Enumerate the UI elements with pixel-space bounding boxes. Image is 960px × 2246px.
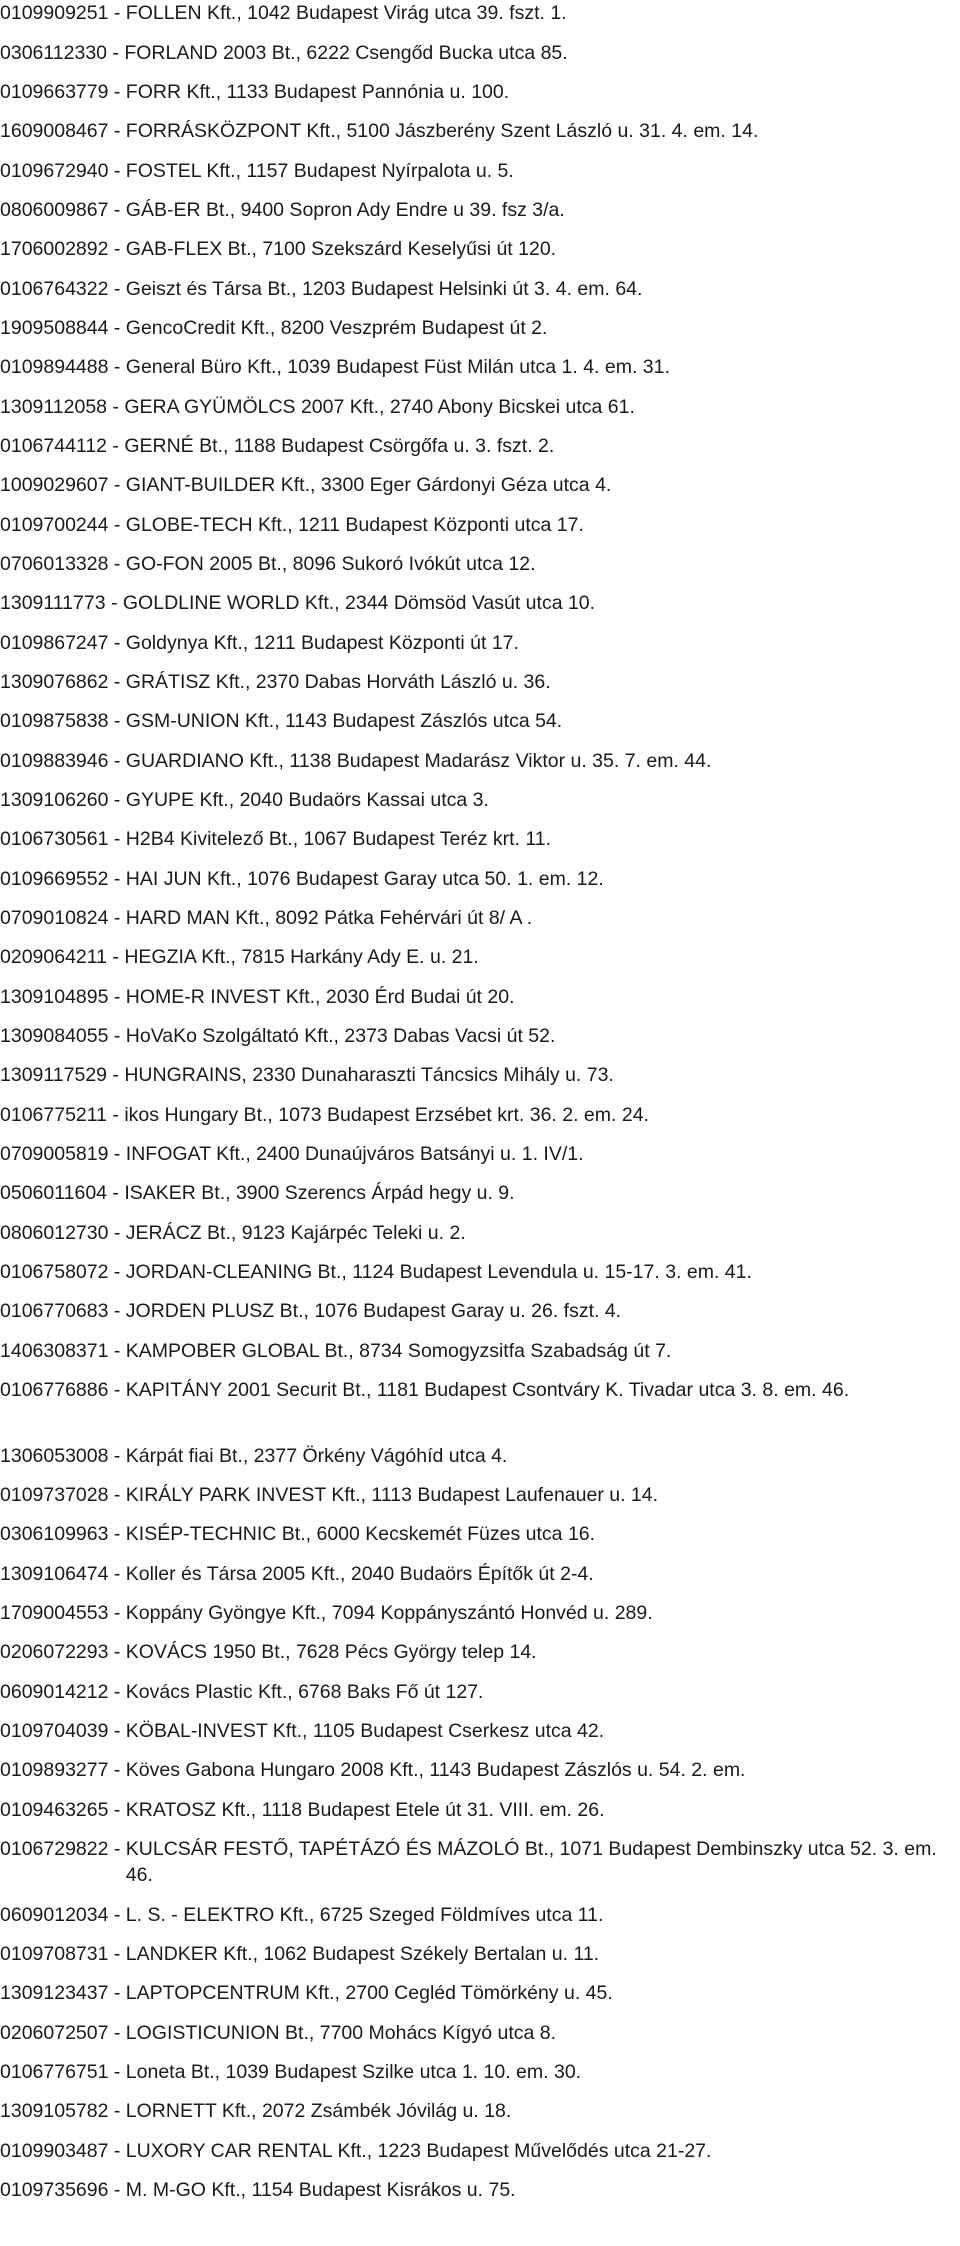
registration-number: 0106729822 - [0, 1838, 126, 1860]
registration-number: 0109700244 - [0, 514, 126, 536]
list-item [0, 1718, 958, 1744]
company-details: GIANT-BUILDER Kft., 3300 Eger Gárdonyi Géza utca 4. [125, 474, 612, 496]
registration-number: 1609008467 - [0, 120, 126, 142]
registration-number: 1309105782 - [0, 2100, 126, 2122]
list-item [0, 315, 958, 341]
company-details: GAB-FLEX Bt., 7100 Szekszárd Keselyűsi út 120. [125, 238, 557, 260]
registration-number: 0806009867 - [0, 199, 126, 221]
registration-number: 0106776751 - [0, 2061, 126, 2083]
registration-number: 0506011604 - [0, 1182, 125, 1204]
registration-number: 1309111773 - [0, 592, 123, 614]
registration-number: 0609014212 - [0, 1681, 126, 1703]
registration-number: 0109737028 - [0, 1484, 126, 1506]
list-item [0, 1180, 958, 1206]
list-item [0, 708, 958, 734]
registration-number: 1309104895 - [0, 986, 126, 1008]
list-item [0, 1443, 958, 1469]
registration-number: 1406308371 - [0, 1340, 126, 1362]
list-item [0, 944, 958, 970]
company-details: Köves Gabona Hungaro 2008 Kft., 1143 Budapest Zászlós u. 54. 2. em. [125, 1759, 746, 1781]
registration-number: 0109663779 - [0, 81, 126, 103]
list-item [0, 394, 958, 420]
registration-number: 0306109963 - [0, 1523, 126, 1545]
list-item [0, 866, 958, 892]
registration-number: 0109735696 - [0, 2179, 126, 2201]
company-details: Loneta Bt., 1039 Budapest Szilke utca 1. 10. em. 30. [125, 2061, 582, 2083]
company-details: JORDAN-CLEANING Bt., 1124 Budapest Levendula u. 15-17. 3. em. 41. [125, 1261, 752, 1283]
list-item [0, 1259, 958, 1285]
company-details: GencoCredit Kft., 8200 Veszprém Budapest út 2. [125, 317, 548, 339]
list-item [0, 1338, 958, 1364]
list-item [0, 79, 958, 105]
company-details: LANDKER Kft., 1062 Budapest Székely Bertalan u. 11. [125, 1943, 600, 1965]
list-item [0, 630, 958, 656]
registration-number: 0109903487 - [0, 2140, 126, 2162]
company-details: Koppány Gyöngye Kft., 7094 Koppányszántó Honvéd u. 289. [125, 1602, 653, 1624]
list-item [0, 0, 958, 26]
registration-number: 0709010824 - [0, 907, 126, 929]
list-item [0, 236, 958, 262]
list-item [0, 1797, 958, 1823]
registration-number: 1309076862 - [0, 671, 126, 693]
list-item [0, 1062, 958, 1088]
list-item [0, 197, 958, 223]
list-item [0, 472, 958, 498]
registration-number: 0109894488 - [0, 356, 126, 378]
registration-number: 1706002892 - [0, 238, 126, 260]
list-item [0, 826, 958, 852]
registration-number: 0109909251 - [0, 2, 126, 24]
company-details: FORLAND 2003 Bt., 6222 Csengőd Bucka utca 85. [124, 42, 568, 64]
registration-number: 0609012034 - [0, 1904, 126, 1926]
company-details: JERÁCZ Bt., 9123 Kajárpéc Teleki u. 2. [125, 1222, 466, 1244]
company-details: GRÁTISZ Kft., 2370 Dabas Horváth László u. 36. [125, 671, 551, 693]
list-item [0, 551, 958, 577]
list-item [0, 433, 958, 459]
registration-number: 0709005819 - [0, 1143, 126, 1165]
list-item [0, 276, 958, 302]
list-item [0, 1377, 958, 1403]
company-details: GLOBE-TECH Kft., 1211 Budapest Központi utca 17. [125, 514, 584, 536]
list-item [0, 512, 958, 538]
company-details: FORRÁSKÖZPONT Kft., 5100 Jászberény Szent László u. 31. 4. em. 14. [125, 120, 759, 142]
registration-number: 0106758072 - [0, 1261, 126, 1283]
registration-number: 0106744112 - [0, 435, 125, 457]
list-item [0, 2020, 958, 2046]
list-item [0, 1023, 958, 1049]
company-details: Koller és Társa 2005 Kft., 2040 Budaörs Építők út 2-4. [125, 1563, 594, 1585]
registration-number: 0306112330 - [0, 42, 125, 64]
company-details: HEGZIA Kft., 7815 Harkány Ady E. u. 21. [124, 946, 479, 968]
company-details: LORNETT Kft., 2072 Zsámbék Jóvilág u. 18. [125, 2100, 512, 2122]
list-item [0, 1679, 958, 1705]
company-details: GUARDIANO Kft., 1138 Budapest Madarász Viktor u. 35. 7. em. 44. [125, 750, 712, 772]
registration-number: 0806012730 - [0, 1222, 126, 1244]
company-details: INFOGAT Kft., 2400 Dunaújváros Batsányi u. 1. IV/1. [125, 1143, 584, 1165]
company-details: GOLDLINE WORLD Kft., 2344 Dömsöd Vasút utca 10. [122, 592, 596, 614]
company-details: FOSTEL Kft., 1157 Budapest Nyírpalota u. 5. [125, 160, 514, 182]
list-item [0, 40, 958, 66]
company-details: M. M-GO Kft., 1154 Budapest Kisrákos u. 75. [125, 2179, 516, 2201]
company-details: LOGISTICUNION Bt., 7700 Mohács Kígyó utca 8. [125, 2022, 557, 2044]
registration-number: 0109672940 - [0, 160, 126, 182]
registration-number: 0206072293 - [0, 1641, 126, 1663]
registration-number: 0109669552 - [0, 868, 126, 890]
company-details: HUNGRAINS, 2330 Dunaharaszti Táncsics Mihály u. 73. [124, 1064, 614, 1086]
company-details: LUXORY CAR RENTAL Kft., 1223 Budapest Művelődés utca 21-27. [125, 2140, 712, 2162]
list-item [0, 748, 958, 774]
company-details: FOLLEN Kft., 1042 Budapest Virág utca 39. fszt. 1. [125, 2, 567, 24]
list-item [0, 1639, 958, 1665]
list-item [0, 118, 958, 144]
registration-number: 0206072507 - [0, 2022, 126, 2044]
company-details: General Büro Kft., 1039 Budapest Füst Milán utca 1. 4. em. 31. [125, 356, 670, 378]
list-item [0, 1941, 958, 1967]
registration-number: 0106770683 - [0, 1300, 126, 1322]
company-details: KOVÁCS 1950 Bt., 7628 Pécs György telep 14. [125, 1641, 537, 1663]
registration-number: 0109463265 - [0, 1799, 126, 1821]
registration-number: 1309106474 - [0, 1563, 126, 1585]
list-item [0, 1836, 958, 1888]
registration-number: 0106764322 - [0, 278, 126, 300]
company-details: HAI JUN Kft., 1076 Budapest Garay utca 50. 1. em. 12. [125, 868, 604, 890]
list-item [0, 984, 958, 1010]
company-details: HoVaKo Szolgáltató Kft., 2373 Dabas Vacsi út 52. [125, 1025, 556, 1047]
registration-number: 1009029607 - [0, 474, 126, 496]
list-item [0, 1757, 958, 1783]
company-details: ikos Hungary Bt., 1073 Budapest Erzsébet krt. 36. 2. em. 24. [124, 1104, 649, 1126]
list-item [0, 669, 958, 695]
list-item [0, 1298, 958, 1324]
registration-number: 0209064211 - [0, 946, 125, 968]
list-item [0, 1482, 958, 1508]
registration-number: 0109867247 - [0, 632, 126, 654]
list-item [0, 787, 958, 813]
company-details: GSM-UNION Kft., 1143 Budapest Zászlós utca 54. [125, 710, 563, 732]
company-details: Geiszt és Társa Bt., 1203 Budapest Helsinki út 3. 4. em. 64. [125, 278, 643, 300]
registration-number: 1909508844 - [0, 317, 126, 339]
registration-number: 1709004553 - [0, 1602, 126, 1624]
registration-number: 0106775211 - [0, 1104, 125, 1126]
registration-number: 0106730561 - [0, 828, 126, 850]
company-details: KAMPOBER GLOBAL Bt., 8734 Somogyzsitfa Szabadság út 7. [125, 1340, 672, 1362]
list-item [0, 1902, 958, 1928]
company-details: LAPTOPCENTRUM Kft., 2700 Cegléd Tömörkény u. 45. [125, 1982, 613, 2004]
list-item [0, 1521, 958, 1547]
company-details: Goldynya Kft., 1211 Budapest Központi út 17. [125, 632, 519, 654]
registration-number: 0109875838 - [0, 710, 126, 732]
company-details: Kovács Plastic Kft., 6768 Baks Fő út 127. [125, 1681, 484, 1703]
list-item [0, 2138, 958, 2164]
company-details: KRATOSZ Kft., 1118 Budapest Etele út 31. VIII. em. 26. [125, 1799, 605, 1821]
company-details: KULCSÁR FESTŐ, TAPÉTÁZÓ ÉS MÁZOLÓ Bt., 1071 Budapest Dembinszky utca 52. 3. em. 46. [125, 1838, 937, 1886]
registration-number: 1309084055 - [0, 1025, 126, 1047]
registration-number: 0106776886 - [0, 1379, 126, 1401]
company-details: ISAKER Bt., 3900 Szerencs Árpád hegy u. 9. [124, 1182, 515, 1204]
list-item [0, 905, 958, 931]
company-details: HARD MAN Kft., 8092 Pátka Fehérvári út 8/ A . [125, 907, 533, 929]
company-details: GYUPE Kft., 2040 Budaörs Kassai utca 3. [125, 789, 489, 811]
company-details: JORDEN PLUSZ Bt., 1076 Budapest Garay u. 26. fszt. 4. [125, 1300, 622, 1322]
list-item [0, 1980, 958, 2006]
company-details: H2B4 Kivitelező Bt., 1067 Budapest Teréz krt. 11. [125, 828, 552, 850]
company-details: L. S. - ELEKTRO Kft., 6725 Szeged Földmíves utca 11. [125, 1904, 604, 1926]
list-item [0, 1561, 958, 1587]
list-item [0, 1600, 958, 1626]
company-details: GERNÉ Bt., 1188 Budapest Csörgőfa u. 3. fszt. 2. [124, 435, 555, 457]
company-details: GERA GYÜMÖLCS 2007 Kft., 2740 Abony Bicskei utca 61. [124, 396, 635, 418]
registration-number: 1309117529 - [0, 1064, 125, 1086]
list-item [0, 158, 958, 184]
company-details: Kárpát fiai Bt., 2377 Örkény Vágóhíd utca 4. [125, 1445, 508, 1467]
list-item [0, 1141, 958, 1167]
registration-number: 1309106260 - [0, 789, 126, 811]
registration-number: 0109704039 - [0, 1720, 126, 1742]
registration-number: 1306053008 - [0, 1445, 126, 1467]
list-item [0, 590, 958, 616]
registration-number: 0109893277 - [0, 1759, 126, 1781]
company-details: FORR Kft., 1133 Budapest Pannónia u. 100. [125, 81, 510, 103]
registration-number: 0109708731 - [0, 1943, 126, 1965]
registration-number: 1309123437 - [0, 1982, 126, 2004]
list-item [0, 2098, 958, 2124]
company-details: KAPITÁNY 2001 Securit Bt., 1181 Budapest Csontváry K. Tivadar utca 3. 8. em. 46. [125, 1379, 850, 1401]
list-item [0, 1220, 958, 1246]
list-item [0, 354, 958, 380]
registration-number: 1309112058 - [0, 396, 125, 418]
list-item [0, 2177, 958, 2203]
company-details: KÖBAL-INVEST Kft., 1105 Budapest Cserkesz utca 42. [125, 1720, 605, 1742]
list-item [0, 2059, 958, 2085]
registration-number: 0706013328 - [0, 553, 126, 575]
company-details: KIRÁLY PARK INVEST Kft., 1113 Budapest Laufenauer u. 14. [125, 1484, 659, 1506]
registration-number: 0109883946 - [0, 750, 126, 772]
company-details: KISÉP-TECHNIC Bt., 6000 Kecskemét Füzes utca 16. [125, 1523, 596, 1545]
list-item [0, 1102, 958, 1128]
company-details: GO-FON 2005 Bt., 8096 Sukoró Ivókút utca 12. [125, 553, 536, 575]
company-details: GÁB-ER Bt., 9400 Sopron Ady Endre u 39. fsz 3/a. [125, 199, 565, 221]
company-details: HOME-R INVEST Kft., 2030 Érd Budai út 20. [125, 986, 515, 1008]
